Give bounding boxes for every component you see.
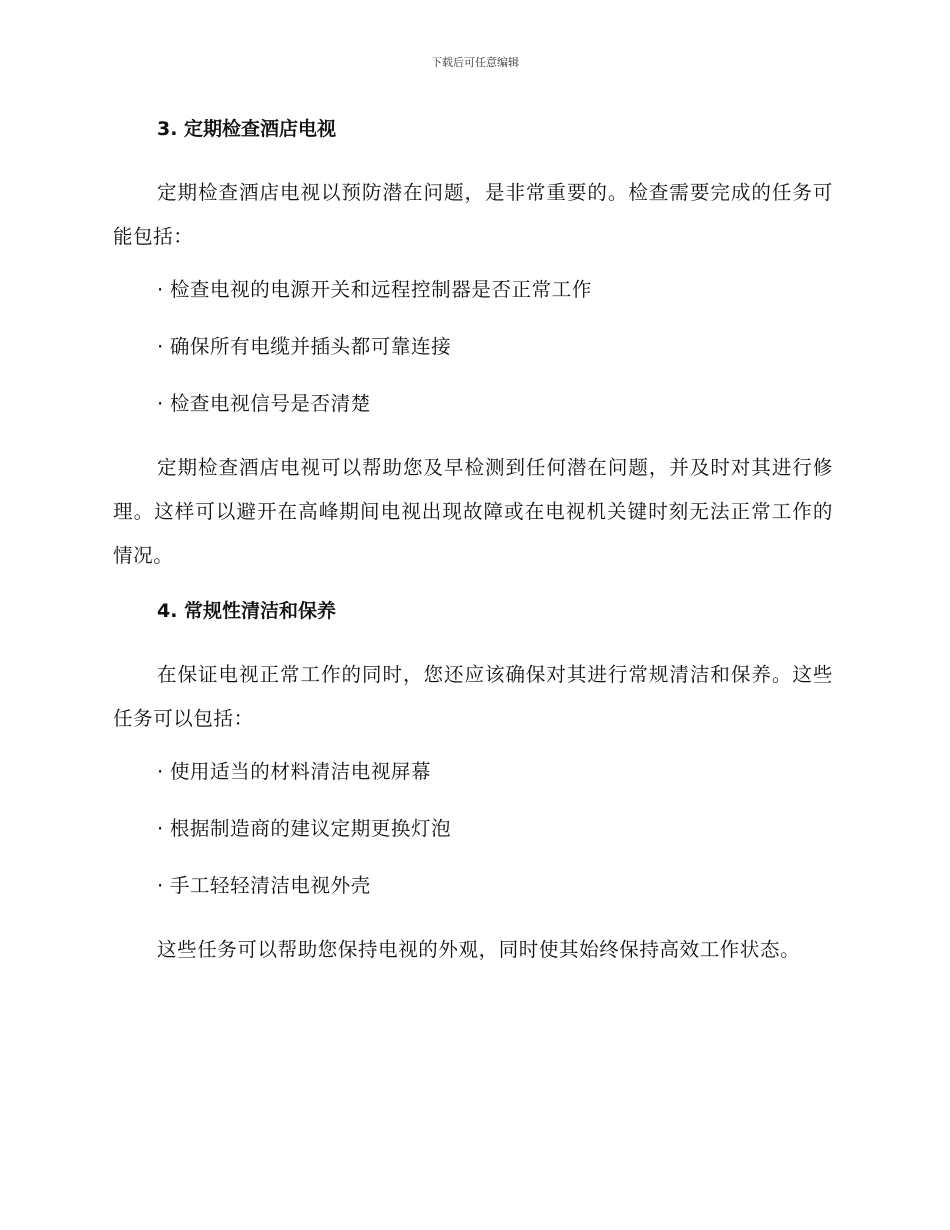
document-body [113,114,833,999]
list-item [113,757,833,787]
list-item [113,332,833,362]
section-conclusion: 定期检查酒店电视可以帮助您及早检测到任何潜在问题，并及时对其进行修理。这样可以避开在高峰期间电视出现故障或在电视机关键时刻无法正常工作的情况。 [113,456,833,567]
list-item-text: 检查电视的电源开关和远程控制器是否正常工作 [169,278,592,301]
bullet-icon: · [157,335,164,358]
bullet-icon: · [157,874,164,897]
page-header: 下载后可任意编辑 [431,56,519,69]
section-3 [113,114,833,578]
list-item-text: 检查电视信号是否清楚 [169,392,371,415]
section-intro: 定期检查酒店电视以预防潜在问题，是非常重要的。检查需要完成的任务可能包括： [113,181,833,248]
list-item-text: 确保所有电缆并插头都可靠连接 [169,335,452,358]
list-item-text: 使用适当的材料清洁电视屏幕 [169,760,432,783]
bullet-icon: · [157,817,164,840]
bullet-icon: · [157,278,164,301]
list-item [113,275,833,305]
bullet-icon: · [157,392,164,415]
section-heading: 4. 常规性清洁和保养 [157,600,337,622]
list-item [113,871,833,901]
section-intro: 在保证电视正常工作的同时，您还应该确保对其进行常规清洁和保养。这些任务可以包括： [113,663,833,730]
list-item [113,389,833,419]
section-heading: 3. 定期检查酒店电视 [157,118,337,140]
list-item [113,814,833,844]
section-4 [113,596,833,972]
section-conclusion: 这些任务可以帮助您保持电视的外观，同时使其始终保持高效工作状态。 [157,938,801,961]
list-item-text: 根据制造商的建议定期更换灯泡 [169,817,452,840]
bullet-icon: · [157,760,164,783]
list-item-text: 手工轻轻清洁电视外壳 [169,874,371,897]
